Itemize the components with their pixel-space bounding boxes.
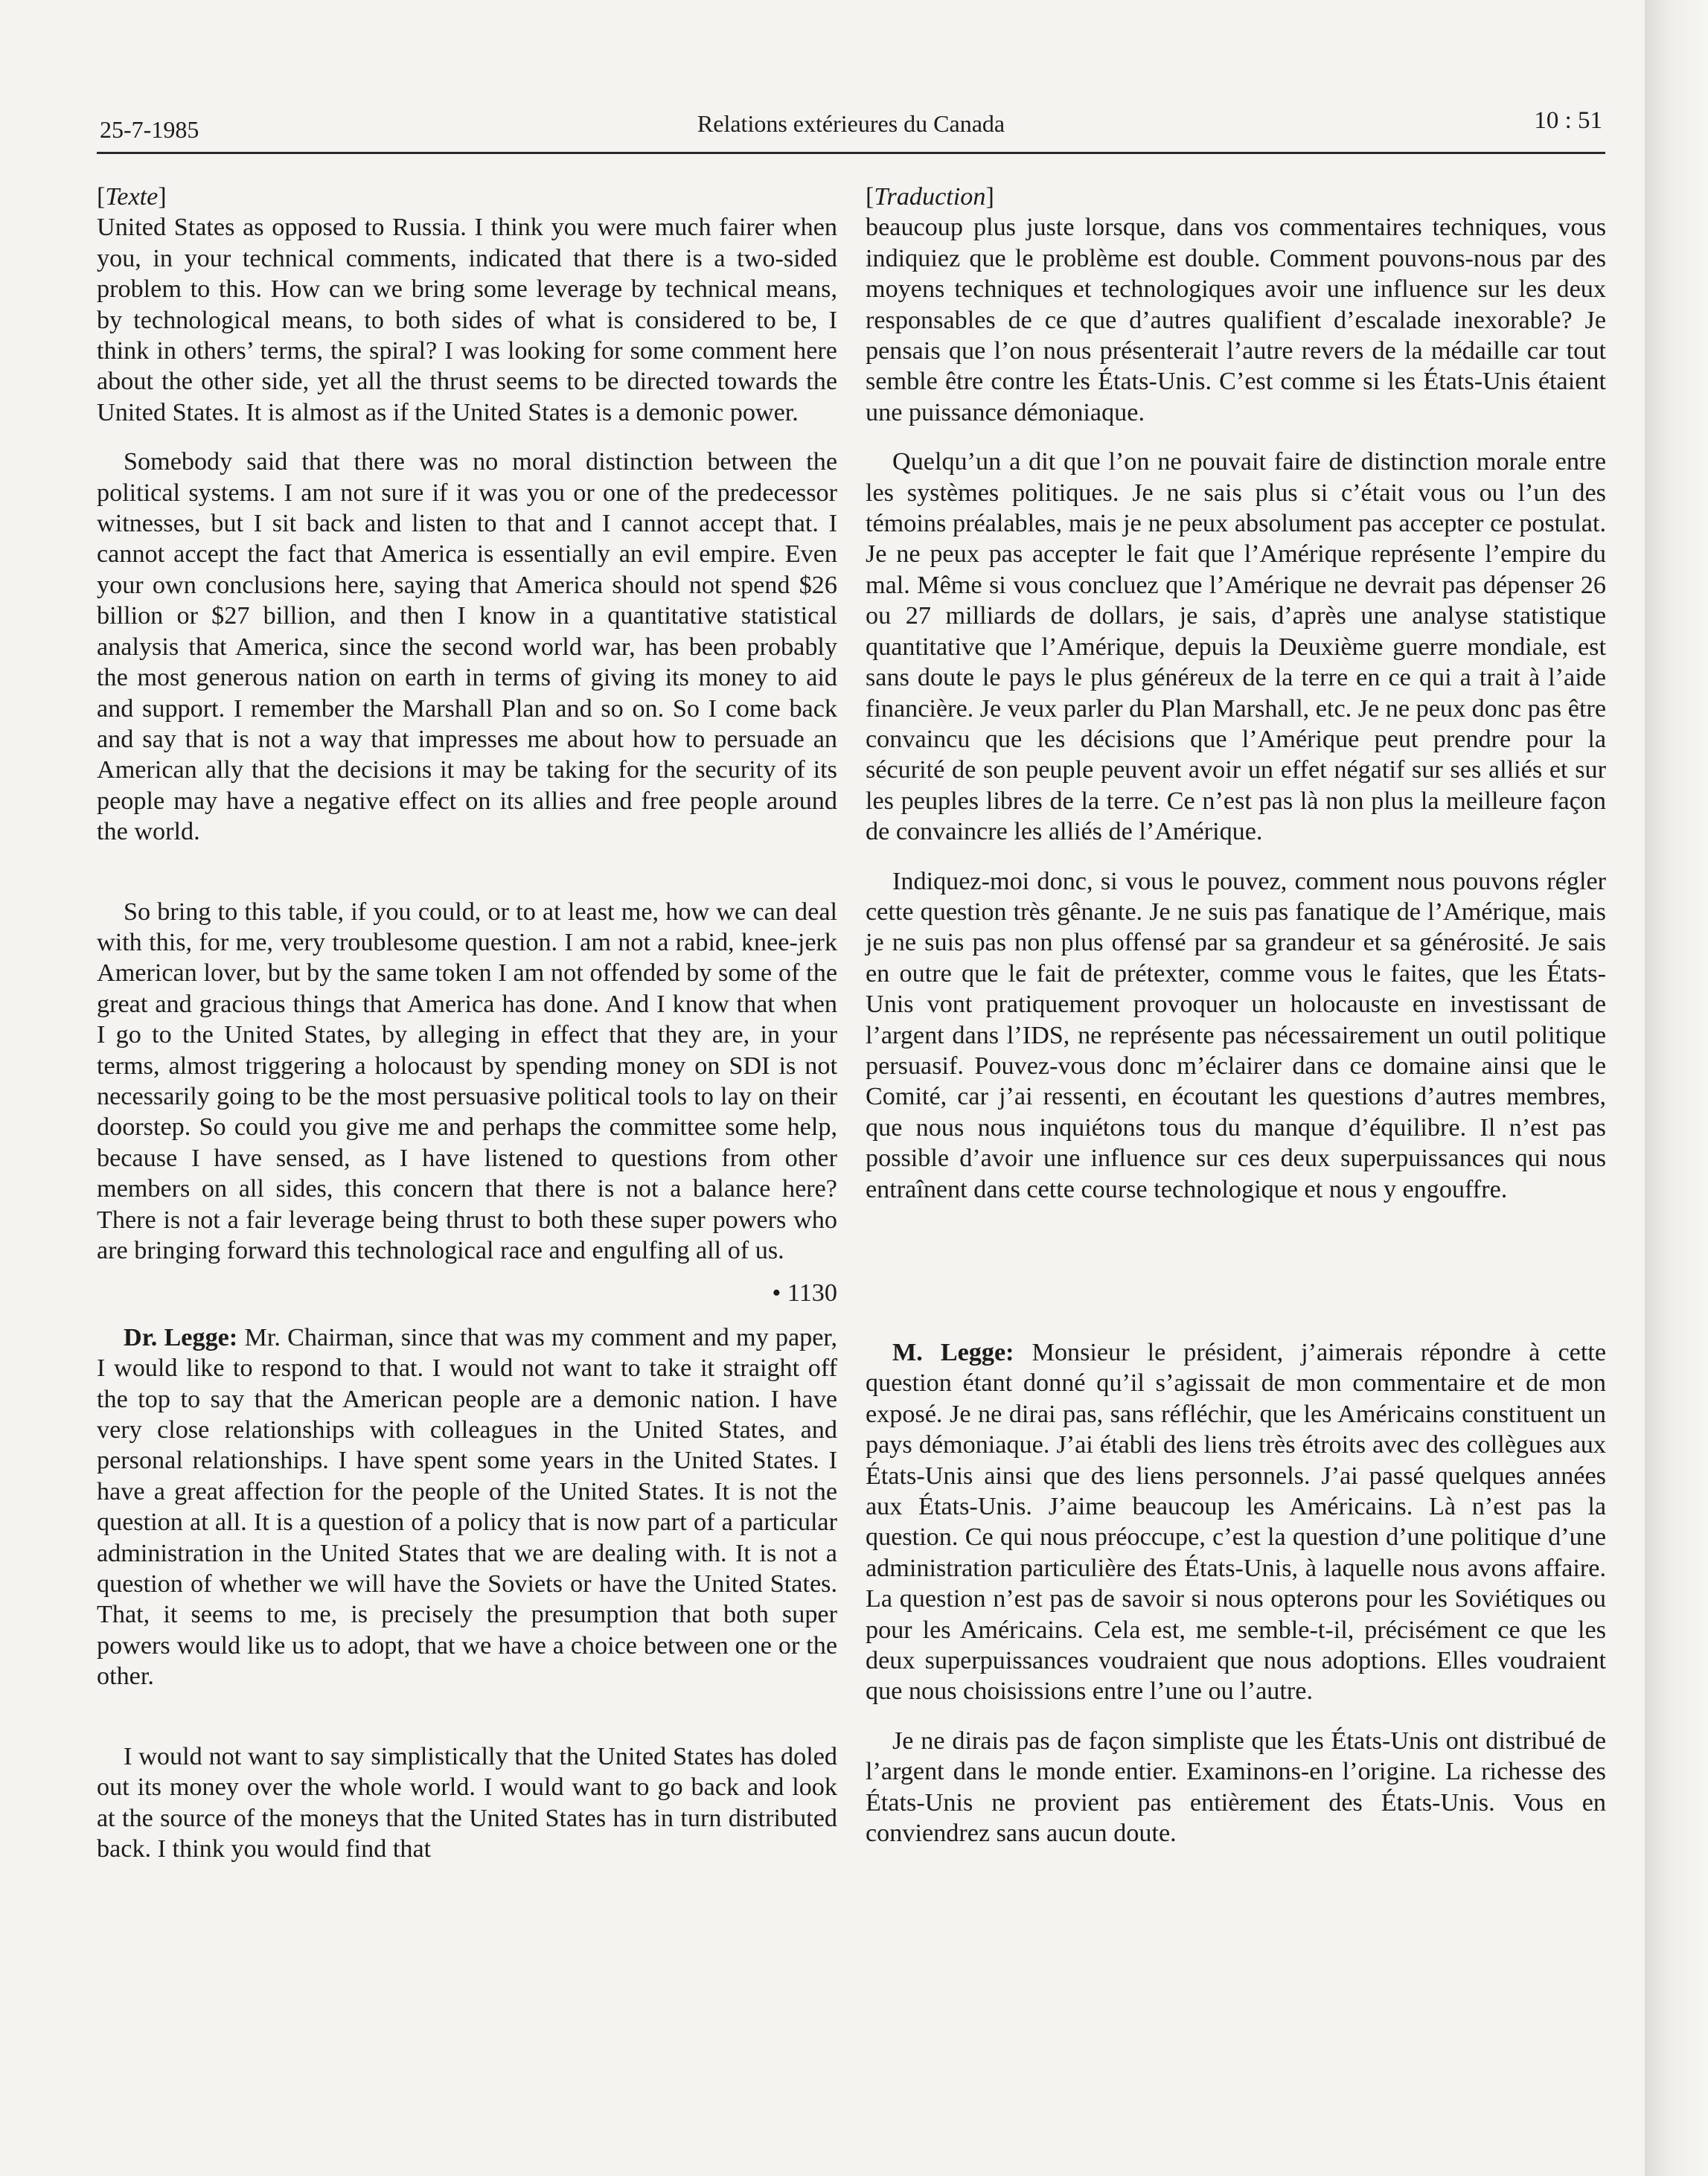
page-header — [97, 107, 1605, 152]
paragraph: Quelqu’un a dit que l’on ne pouvait faire de distinction morale entre les systèmes politiques. Je ne sais plus si c’était vous ou l’un des témoins préalables, mais je ne peux absolument pas accepter ce postulat. Je ne peux pas accepter le fait que l’Amérique représente l’empire du mal. Même si vous concluez que l’Amérique ne devrait pas dépenser 26 ou 27 milliards de dollars, je sais, d’après une analyse statistique quantitative que l’Amérique, depuis la Deuxième guerre mondiale, est sans doute le pays le plus généreux de la terre en ce qui a trait à l’aide financière. Je veux parler du Plan Marshall, etc. Je ne peux donc pas être convaincu que les décisions que l’Amérique peut prendre pour la sécurité de son peuple peuvent avoir un effet négatif sur ses alliés et sur les peuples libres de la terre. Ce n’est pas là non plus la meilleure façon de convaincre les alliés de l’Amérique. — [866, 448, 1606, 846]
paragraph: Indiquez-moi donc, si vous le pouvez, comment nous pouvons régler cette question très gênante. Je ne suis pas fanatique de l’Amérique, mais je ne suis pas non plus offensé par sa grandeur et sa générosité. Je sais en outre que le fait de prétexter, comme vous le faites, que les États-Unis vont pratiquement provoquer un holocauste en investissant de l’argent dans l’IDS, ne représente pas nécessairement un outil politique persuasif. Pouvez-vous donc m’éclairer dans ce domaine ainsi que le Comité, car j’ai ressenti, en écoutant les questions d’autres membres, que nous nous inquiétons tous du manque d’équilibre. Il n’est pas possible d’avoir une influence sur ces deux superpuissances qui nous entraînent dans cette course technologique et nous y engouffre. — [866, 867, 1606, 1203]
paragraph: beaucoup plus juste lorsque, dans vos commentaires techniques, vous indiquiez que le problème est double. Comment pouvons-nous par des moyens techniques et technologiques avoir une influence sur les deux responsables de ce que d’autres qualifient d’escalade inexorable? Je pensais que l’on nous présenterait l’autre revers de la médaille car tout semble être contre les États-Unis. C’est comme si les États-Unis étaient une puissance démoniaque. — [866, 214, 1606, 426]
paragraph: Somebody said that there was no moral distinction between the political systems. I am not sure if it was you or one of the predecessor witnesses, but I sit back and listen to that and I cannot accept that. I cannot accept the fact that America is essentially an evil empire. Even your own conclusions here, saying that America should not spend $26 billion or $27 billion, and then I know in a quantitative statistical analysis that America, since the second world war, has been probably the most generous nation on earth in terms of giving its money to aid and support. I remember the Marshall Plan and so on. So I come back and say that is not a way that impresses me about how to persuade an American ally that the decisions it may be taking for the security of its people may have a negative effect on its allies and free people around the world. — [97, 448, 837, 846]
speaker-paragraph: Dr. Legge: Mr. Chairman, since that was my comment and my paper, I would like to respond to that. I would not want to take it straight off the top to say that the American people are a demonic nation. I have very close relationships with colleagues in the United States, and personal relationships. I have spent some years in the United States. I have a great affection for the people of the United States. It is not the question at all. It is a question of a policy that is now part of a particular administration in the United States that we are dealing with. It is not a question of whether we will have the Soviets or have the United States. That, it seems to me, is precisely the presumption that both super powers would like us to adopt, that we have a choice between one or the other. — [97, 1323, 837, 1691]
right-column-label: [Traduction] — [866, 183, 994, 211]
paragraph: United States as opposed to Russia. I think you were much fairer when you, in your technical comments, indicated that there is a two-sided problem to this. How can we bring some leverage by technical means, by technological means, to both sides of what is considered to be, I think in others’ terms, the spiral? I was looking for some comment here about the other side, yet all the thrust seems to be directed towards the United States. It is almost as if the United States is a demonic power. — [97, 214, 837, 426]
header-title: Relations extérieures du Canada — [697, 110, 1005, 137]
header-page-number: 10 : 51 — [1534, 107, 1602, 134]
paragraph: I would not want to say simplistically that the United States has doled out its money over the whole world. I would want to go back and look at the source of the moneys that the United States has in turn distributed back. I think you would find that — [97, 1742, 837, 1863]
paragraph: Je ne dirais pas de façon simpliste que les États-Unis ont distribué de l’argent dans le monde entier. Examinons-en l’origine. La richesse des États-Unis ne provient pas entièrement des États-Unis. Vous en conviendrez sans aucun doute. — [866, 1727, 1606, 1848]
speaker-name: Dr. Legge: — [124, 1323, 238, 1351]
right-column-french — [866, 182, 1606, 1849]
left-column-label: [Texte] — [97, 183, 167, 211]
left-column-english — [97, 182, 837, 1864]
header-date: 25-7-1985 — [100, 116, 199, 143]
header-rule — [97, 152, 1605, 154]
paragraph: So bring to this table, if you could, or to at least me, how we can deal with this, for me, very troublesome question. I am not a rabid, knee-jerk American lover, but by the same token I am not offended by some of the great and gracious things that America has done. And I know that when I go to the United States, by alleging in effect that they are, in your terms, almost triggering a holocaust by spending money on SDI is not necessarily going to be the most persuasive political tools to lay on their doorstep. So could you give me and perhaps the committee some help, because I have sensed, as I have listened to questions from other members on all sides, this concern that there is not a balance here? There is not a fair leverage being thrust to both these super powers who are bringing forward this technological race and engulfing all of us. — [97, 897, 837, 1264]
speaker-paragraph: M. Legge: Monsieur le président, j’aimerais répondre à cette question étant donné qu’il s’agissait de mon commentaire et de mon exposé. Je ne dirai pas, sans réfléchir, que les Américains constituent un pays démoniaque. J’ai établi des liens très étroits avec des collègues aux États-Unis ainsi que des liens personnels. J’ai passé quelques années aux États-Unis. J’aime beaucoup les Américains. Là n’est pas la question. Ce qui nous préoccupe, c’est la question d’une politique d’une administration particulière des États-Unis, à laquelle nous avons affaire. La question n’est pas de savoir si nous opterons pour les Soviétiques ou pour les Américains. Cela est, me semble-t-il, précisément ce que les deux superpuissances voudraient que nous adoptions. Elles voudraient que nous choisissions entre l’une ou l’autre. — [866, 1339, 1606, 1706]
speaker-name: M. Legge: — [892, 1339, 1014, 1366]
time-marker: • 1130 — [772, 1279, 837, 1308]
page-edge — [1645, 0, 1708, 2176]
